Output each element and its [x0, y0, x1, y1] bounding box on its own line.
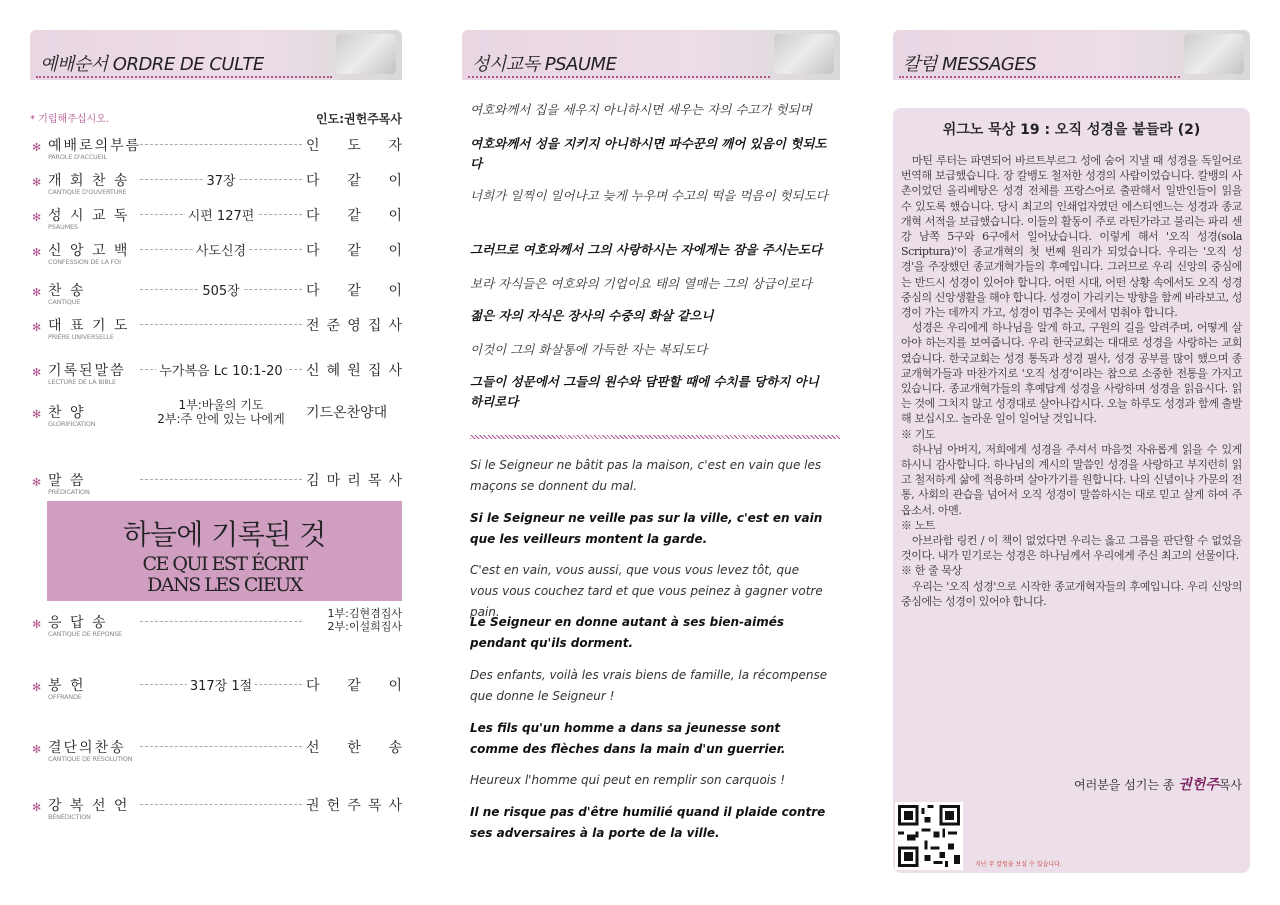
psalm-kr-6: 젊은 자의 자식은 장사의 수중의 화살 같으니 — [470, 308, 714, 323]
order-header-title: 예배순서 ORDRE DE CULTE — [40, 54, 264, 75]
item-name-fr: CONFESSION DE LA FOI — [48, 258, 121, 266]
item-name-kr: 찬 송 — [48, 283, 86, 299]
item-name-kr: 강 복 선 언 — [48, 798, 130, 814]
psalm-kr-3: 너희가 일찍이 일어나고 늦게 누우며 수고의 떡을 먹음이 헛되도다 — [470, 188, 828, 203]
item-leader-line-2: 2부:이설희집사 — [327, 620, 402, 633]
star-icon: ✻ — [32, 321, 42, 334]
psalm-fr-1: Si le Seigneur ne bâtit pas la maison, c'est en vain que les maçons se donnent du mal. — [470, 458, 822, 493]
item-leader: 신 혜 원 집 사 — [306, 363, 402, 379]
prayer-heading: ※ 기도 — [901, 427, 936, 441]
psalm-kr-1: 여호와께서 집을 세우지 아니하시면 세우는 자의 수고가 헛되며 — [470, 102, 812, 117]
messages-header-title: 칼럼 MESSAGES — [903, 54, 1037, 75]
item-leader: 김 마 리 목 사 — [306, 473, 402, 489]
item-detail-text: 505장 — [199, 284, 242, 299]
order-of-worship — [30, 30, 402, 821]
dotted-leader — [140, 746, 302, 747]
worship-item — [30, 607, 402, 642]
sermon-title-kr: 하늘에 기록된 것 — [123, 518, 326, 551]
item-name-fr: CANTIQUE DE RÉSOLUTION — [48, 755, 133, 763]
sermon-title-box — [47, 501, 402, 601]
worship-item — [30, 360, 402, 390]
item-leader: 선 한 송 — [306, 740, 402, 756]
item-name-fr: CANTIQUE DE RÉPONSE — [48, 630, 122, 638]
header-dotted-line — [899, 76, 1180, 78]
sermon-title-fr-1: CE QUI EST ÉCRIT — [142, 553, 307, 575]
item-detail — [140, 205, 302, 224]
worship-item — [30, 205, 402, 235]
qr-code-icon[interactable] — [895, 802, 963, 870]
psalm-header-title: 성시교독 PSAUME — [472, 54, 617, 75]
item-leader: 기드온찬양대 — [306, 405, 388, 421]
message-paragraph-1: 마틴 루터는 파면되어 바르트부르그 성에 숨어 지낼 때 성경을 독일어로 번역해 보급했습니다. 장 칼뱅도 철저한 성경의 사람이었습니다. 칼뱅의 사촌이었던 올리베탕은 성경 전체를 프랑스어로 출판해서 일반인들이 읽을 수 있도록 했습니다. 당시 최고의 인쇄업자였던 에스티엔느는 성경과 종교개혁 서적을 보급했습니다. 이들의 활동이 주로 라틴가라고 불리는 파리 센강 남쪽 5구와 6구에서 일어났습니다. 이렇게 해서 '오직 성경(sola Scriptura)'이 종교개혁의 첫 번째 원리가 되었습니다. 우리는 '오직 성경'을 주장했던 종교개혁가들의 후예입니다. 그러므로 우리 신앙의 중심에는 반드시 성경이 있어야 합니다. 어떤 시대, 어떤 상황 속에서도 오직 성경 중심의 신앙생활을 해야 합니다. 성경이 가리키는 방향을 함께 바라보고, 성경이 가는 데까지 가고, 성경이 멈추는 곳에서 멈춰야 합니다. — [901, 154, 1242, 320]
item-name-fr: PRÉDICATION — [48, 488, 90, 496]
item-name-fr: CANTIQUE D'OUVERTURE — [48, 188, 127, 196]
item-leader: 전 준 영 집 사 — [306, 318, 402, 334]
star-icon: ✻ — [32, 618, 42, 631]
item-leader: 다 같 이 — [306, 208, 402, 224]
dotted-leader — [140, 324, 302, 325]
item-detail — [140, 240, 302, 259]
item-name-kr: 개 회 찬 송 — [48, 173, 130, 189]
prayer-text: 하나님 아버지, 저희에게 성경을 주셔서 마음껏 자유롭게 읽을 수 있게 하시니 감사합니다. 하나님의 계시의 말씀인 성경을 사랑하고 부지런히 읽고 철저하게 삶에 적용하며 살아가기를 원합니다. 나의 신념이나 가문의 전통, 사회의 관습을 넘어서 오직 성경이 말씀하시는 대로 믿고 살게 하여 주옵소서. 아멘. — [901, 442, 1242, 517]
star-icon: ✻ — [32, 743, 42, 756]
star-icon: ✻ — [32, 408, 42, 421]
star-icon: ✻ — [32, 211, 42, 224]
leader-row — [30, 110, 402, 130]
star-icon: ✻ — [32, 476, 42, 489]
worship-item — [30, 240, 402, 270]
dotted-leader — [140, 144, 302, 145]
worship-item — [30, 280, 402, 310]
item-name-fr: LECTURE DE LA BIBLE — [48, 378, 116, 386]
item-detail — [140, 675, 302, 694]
star-icon: ✻ — [32, 801, 42, 814]
worship-item — [30, 398, 402, 432]
item-detail — [140, 360, 302, 379]
qr-note: 지난 주 칼럼을 보실 수 있습니다. — [975, 861, 1062, 868]
item-name-fr: CANTIQUE — [48, 298, 81, 306]
signature — [1074, 774, 1242, 794]
item-leader: 권 헌 주 목 사 — [306, 798, 402, 814]
psalm-fr-3: C'est en vain, vous aussi, que vous vous levez tôt, que vous vous couchez tard et que vous peinez à gagner votre pain. — [470, 563, 823, 619]
item-name-kr: 대 표 기 도 — [48, 318, 130, 334]
worship-item — [30, 737, 402, 767]
psalm-fr-5: Des enfants, voilà les vrais biens de famille, la récompense que donne le Seigneur ! — [470, 668, 828, 703]
item-name-kr: 말 씀 — [48, 473, 86, 489]
item-leader: 인 도 자 — [306, 138, 402, 154]
leader-name: 인도:권헌주목사 — [316, 112, 402, 126]
psalm-kr-4: 그러므로 여호와께서 그의 사랑하시는 자에게는 잠을 주시는도다 — [470, 242, 823, 257]
message-body — [901, 153, 1242, 609]
item-name-kr: 찬 양 — [48, 405, 86, 421]
psalm-fr-7: Heureux l'homme qui peut en remplir son carquois ! — [470, 773, 786, 787]
item-name-kr: 결단의찬송 — [48, 740, 126, 756]
dotted-leader — [140, 621, 302, 622]
item-leader: 다 같 이 — [306, 173, 402, 189]
item-name-fr: PSAUMES — [48, 223, 78, 231]
psalm-kr-5: 보라 자식들은 여호와의 기업이요 태의 열매는 그의 상급이로다 — [470, 276, 812, 291]
dotted-leader — [140, 479, 302, 480]
item-detail-text: 317장 1절 — [187, 679, 255, 694]
cross-photo — [336, 34, 396, 74]
signature-name: 권헌주 — [1178, 777, 1219, 793]
message-paragraph-2: 성경은 우리에게 하나님을 알게 하고, 구원의 길을 알려주며, 어떻게 살아야 하는지를 보여줍니다. 우리 한국교회는 대대로 성경을 사랑하는 교회였습니다. 한국교회는 성경 통독과 성경 필사, 성경 공부를 많이 했으며 종교개혁가들과 마찬가지로 '오직 성경'이라는 참으로 소중한 전통을 가지고 있습니다. 종교개혁가들의 후예답게 성경을 사랑하며 성경을 읽읍시다. 읽는 것에 그치지 않고 성경대로 살아나갑시다. 오늘 하루도 성경과 함께 출발해 보십시오. 놀라운 일이 일어날 것입니다. — [901, 321, 1242, 426]
worship-item — [30, 170, 402, 200]
rise-label: * 기립해주십시오. — [30, 114, 109, 125]
psalm-fr-4: Le Seigneur en donne autant à ses bien-aimés pendant qu'ils dorment. — [470, 615, 785, 650]
psalm-kr-8: 그들이 성문에서 그들의 원수와 담판할 때에 수치를 당하지 아니하리로다 — [470, 374, 819, 409]
item-detail-line-2: 2부:주 안에 있는 나에게 — [157, 412, 285, 426]
teacup-photo — [1184, 34, 1244, 74]
sermon-title-fr-2: DANS LES CIEUX — [147, 574, 302, 596]
item-leader-line-1: 1부:김현겸집사 — [327, 607, 402, 620]
one-line-text: 우리는 '오직 성경'으로 시작한 종교개혁자들의 후예입니다. 우리 신앙의 중심에는 성경이 있어야 합니다. — [901, 579, 1242, 608]
psalm-kr-7: 이것이 그의 화살통에 가득한 자는 복되도다 — [470, 342, 708, 357]
one-line-heading: ※ 한 줄 묵상 — [901, 564, 962, 578]
item-name-kr: 예배로의부름 — [48, 138, 142, 154]
psalm-section — [462, 30, 840, 840]
book-photo — [774, 34, 834, 74]
item-detail-text: 시편 127편 — [185, 209, 258, 224]
item-name-kr: 신 앙 고 백 — [48, 243, 130, 259]
star-icon: ✻ — [32, 286, 42, 299]
item-name-kr: 응 답 송 — [48, 615, 108, 631]
star-icon: ✻ — [32, 176, 42, 189]
section-divider — [470, 435, 840, 439]
item-detail-text: 사도신경 — [193, 244, 249, 259]
worship-item — [30, 135, 402, 165]
item-detail-line-1: 1부:바울의 기도 — [178, 398, 264, 412]
dotted-leader — [140, 804, 302, 805]
item-name-fr: PAROLE D'ACCUEIL — [48, 153, 107, 161]
item-detail — [140, 280, 302, 299]
psalm-kr-2: 여호와께서 성을 지키지 아니하시면 파수꾼의 깨어 있음이 헛되도다 — [470, 136, 827, 171]
header-dotted-line — [36, 76, 332, 78]
signature-prefix: 여러분을 섬기는 종 — [1074, 778, 1175, 792]
item-detail-text: 37장 — [203, 174, 238, 189]
messages-section — [893, 30, 1250, 868]
star-icon: ✻ — [32, 141, 42, 154]
note-heading: ※ 노트 — [901, 518, 936, 532]
signature-suffix: 목사 — [1218, 778, 1242, 792]
psalm-fr-2: Si le Seigneur ne veille pas sur la ville, c'est en vain que les veilleurs montent la garde. — [470, 511, 823, 546]
item-detail — [140, 398, 302, 426]
message-title: 위그노 묵상 19 : 오직 성경을 붙들라 (2) — [942, 122, 1201, 138]
note-text: 아브라함 링컨 / 이 책이 없었다면 우리는 옳고 그름을 판단할 수 없었을 것이다. 내가 믿기로는 성경은 하나님께서 우리에게 주신 최고의 선물이다. — [901, 534, 1242, 563]
item-leader: 다 같 이 — [306, 243, 402, 259]
item-detail — [140, 170, 302, 189]
star-icon: ✻ — [32, 246, 42, 259]
worship-item — [30, 675, 402, 705]
star-icon: ✻ — [32, 681, 42, 694]
item-name-fr: PRIÈRE UNIVERSELLE — [48, 333, 114, 341]
item-name-fr: OFFRANDE — [48, 693, 82, 701]
item-name-fr: BÉNÉDICTION — [48, 813, 91, 821]
worship-item — [30, 315, 402, 345]
item-name-kr: 봉 헌 — [48, 678, 86, 694]
item-leader: 다 같 이 — [306, 678, 402, 694]
star-icon: ✻ — [32, 366, 42, 379]
item-name-kr: 성 시 교 독 — [48, 208, 130, 224]
worship-item — [30, 795, 402, 825]
item-leader — [328, 607, 402, 633]
item-name-fr: GLORIFICATION — [48, 420, 96, 428]
psalm-fr-8: Il ne risque pas d'être humilié quand il plaide contre ses adversaires à la porte de la ville. — [470, 805, 826, 840]
header-dotted-line — [468, 76, 770, 78]
item-name-kr: 기록된말씀 — [48, 363, 126, 379]
messages-header — [893, 30, 1250, 80]
item-leader: 다 같 이 — [306, 283, 402, 299]
order-header — [30, 30, 402, 80]
psalm-fr-6: Les fils qu'un homme a dans sa jeunesse sont comme des flèches dans la main d'un guerrier. — [470, 721, 786, 756]
item-detail-text: 누가복음 Lc 10:1-20 — [156, 364, 285, 379]
worship-item — [30, 470, 402, 500]
psalm-header — [462, 30, 840, 80]
